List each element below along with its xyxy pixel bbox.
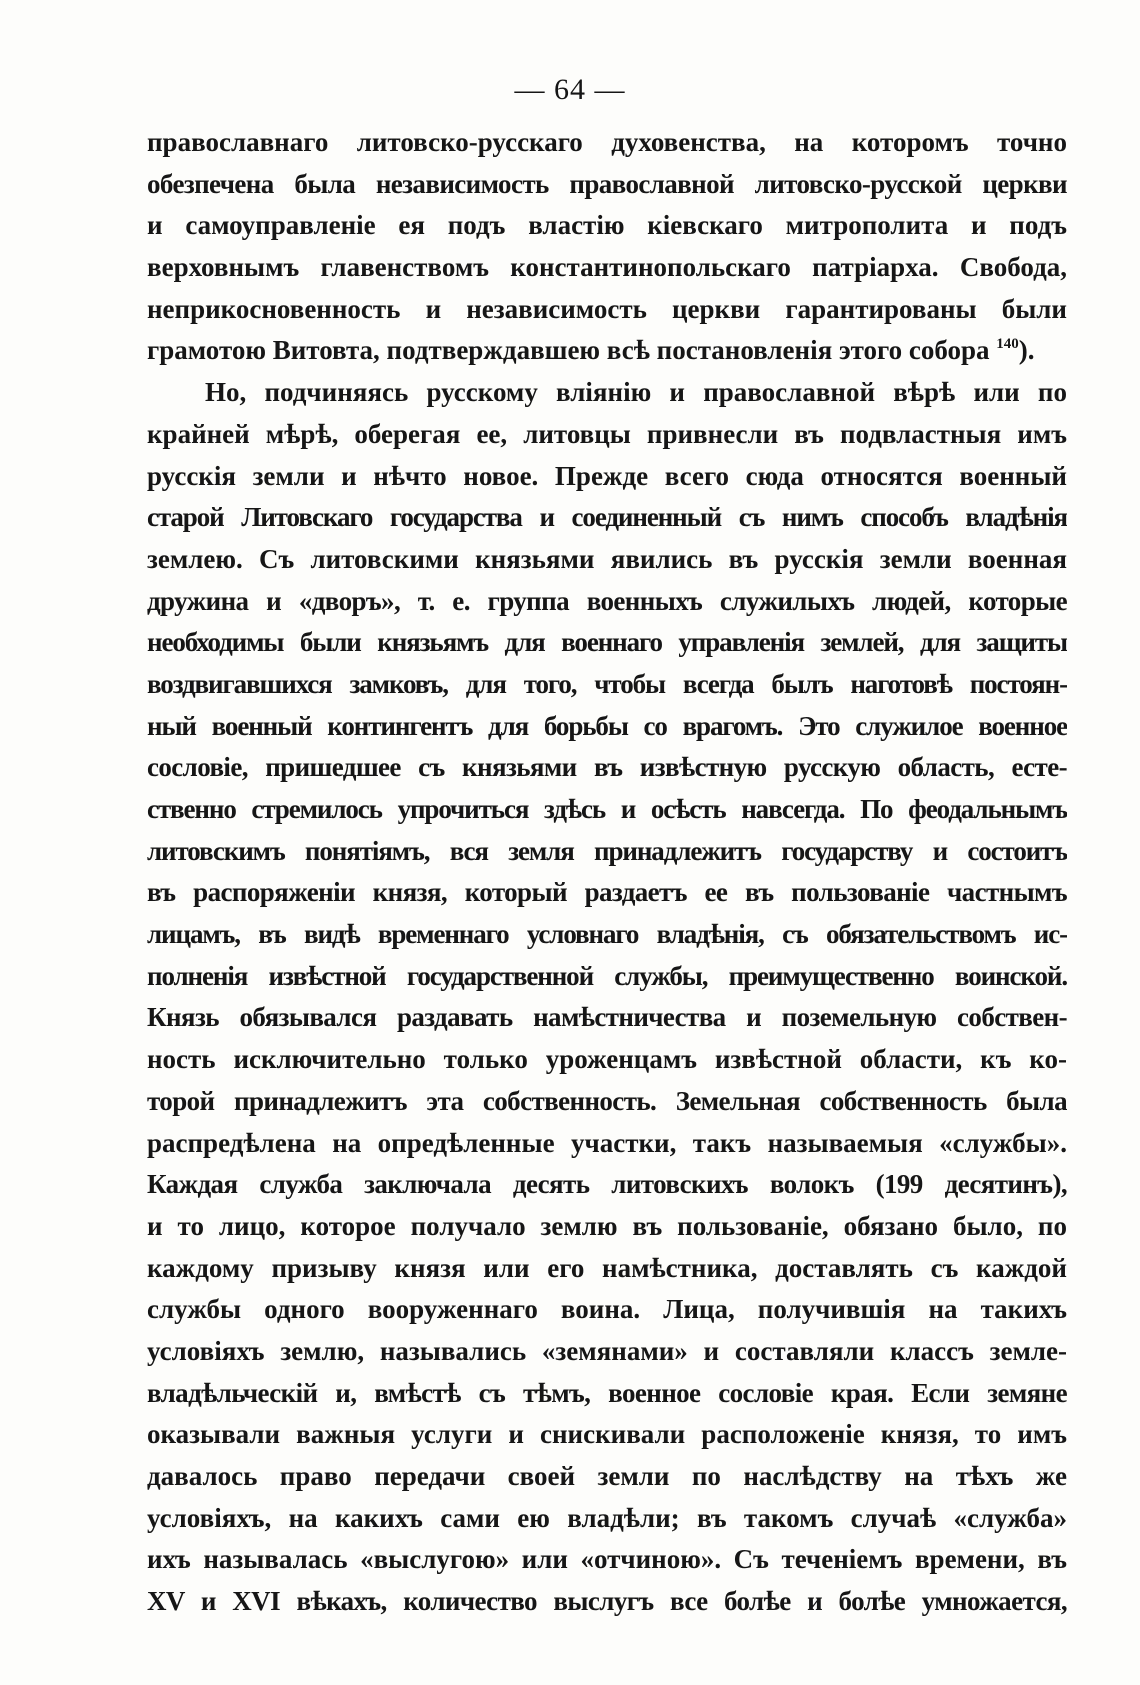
- text-line: давалось право передачи своей земли по наслѣдству на тѣхъ же: [147, 1461, 1067, 1491]
- text-line: литовскимъ понятіямъ, вся земля принадлежитъ государству и состоитъ: [147, 835, 1067, 866]
- text-line: и самоуправленіе ея подъ властію кіевскаго митрополита и подъ: [147, 210, 1067, 241]
- text-line: ихъ называлась «выслугою» или «отчиною». Съ теченіемъ времени, въ: [147, 1544, 1067, 1575]
- text-line: русскія земли и нѣчто новое. Прежде всего сюда относятся военный: [147, 460, 1067, 491]
- text-line: владѣльческій и, вмѣстѣ съ тѣмъ, военное сословіе края. Если земяне: [147, 1377, 1067, 1408]
- text-line: старой Литовскаго государства и соединенный съ нимъ способъ владѣнія: [147, 502, 1067, 533]
- text-segment: ).: [1018, 335, 1035, 366]
- text-line: распредѣлена на опредѣленные участки, такъ называемыя «службы».: [147, 1127, 1067, 1158]
- text-line: торой принадлежитъ эта собственность. Земельная собственность была: [147, 1085, 1067, 1116]
- text-line: [147, 330, 1067, 372]
- text-line: лицамъ, въ видѣ временнаго условнаго владѣнія, съ обязательствомъ ис-: [147, 919, 1067, 950]
- text-line: крайней мѣрѣ, оберегая ее, литовцы привнесли въ подвластныя имъ: [147, 418, 1067, 449]
- text-line: условіяхъ землю, назывались «земянами» и составляли классъ земле-: [147, 1335, 1067, 1366]
- text-line: землею. Съ литовскими князьями явились въ русскія земли военная: [147, 543, 1067, 574]
- text-line: и то лицо, которое получало землю въ пользованіе, обязано было, по: [147, 1210, 1067, 1241]
- text-line: ный военный контингентъ для борьбы со врагомъ. Это служилое военное: [147, 710, 1067, 741]
- text-line: XV и XVI вѣкахъ, количество выслугъ все болѣе и болѣе умножается,: [147, 1586, 1067, 1617]
- text-segment: грамотою Витовта, подтверждавшею всѣ постановленія этого собора: [147, 335, 990, 366]
- page-number: — 64 —: [514, 73, 626, 106]
- paragraph-1: [147, 122, 1067, 372]
- text-line: дружина и «дворъ», т. е. группа военныхъ служилыхъ людей, которые: [147, 585, 1067, 616]
- text-line: ственно стремилось упрочиться здѣсь и осѣсть навсегда. По феодальнымъ: [147, 794, 1067, 824]
- text-line: Но, подчиняясь русскому вліянію и православной вѣрѣ или по: [205, 377, 1067, 408]
- text-line: православнаго литовско-русскаго духовенства, на которомъ точно: [147, 127, 1067, 157]
- text-line: воздвигавшихся замковъ, для того, чтобы всегда былъ наготовѣ постоян-: [147, 668, 1067, 699]
- text-line: каждому призыву князя или его намѣстника, доставлять съ каждой: [147, 1252, 1067, 1283]
- text-line: условіяхъ, на какихъ сами ею владѣли; въ такомъ случаѣ «служба»: [147, 1502, 1067, 1533]
- text-line: обезпечена была независимость православной литовско-русской церкви: [147, 168, 1067, 199]
- text-line: въ распоряженіи князя, который раздаетъ ее въ пользованіе частнымъ: [147, 877, 1067, 908]
- text-line: необходимы были князьямъ для военнаго управленія землей, для защиты: [147, 627, 1067, 658]
- text-line: сословіе, пришедшее съ князьями въ извѣстную русскую область, есте-: [147, 752, 1067, 783]
- text-line: службы одного вооруженнаго воина. Лица, получившія на такихъ: [147, 1294, 1067, 1325]
- paragraph-2: [147, 372, 1067, 1623]
- text-line: Князь обязывался раздавать намѣстничества и поземельную собствен-: [147, 1002, 1067, 1033]
- text-body: [147, 122, 1067, 1623]
- footnote-reference: 140: [996, 336, 1019, 353]
- text-line: Каждая служба заключала десять литовскихъ волокъ (199 десятинъ),: [147, 1169, 1067, 1200]
- text-line: оказывали важныя услуги и снискивали расположеніе князя, то имъ: [147, 1419, 1067, 1450]
- text-line: верховнымъ главенствомъ константинопольскаго патріарха. Свобода,: [147, 252, 1067, 283]
- text-line: неприкосновенность и независимость церкви гарантированы были: [147, 293, 1067, 324]
- text-line: ность исключительно только уроженцамъ извѣстной области, къ ко-: [147, 1044, 1067, 1075]
- text-line: полненія извѣстной государственной службы, преимущественно воинской.: [147, 960, 1067, 991]
